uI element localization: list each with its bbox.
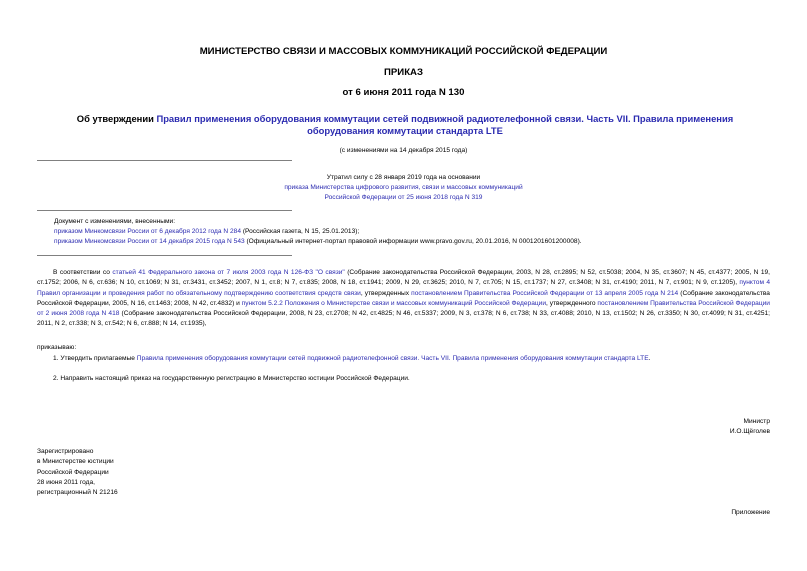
preamble-text: В соответствии со [53, 269, 113, 276]
divider [37, 210, 292, 211]
preamble-link-regulation[interactable]: пунктом 5.2.2 Положения о Министерстве связи и массовых коммуникаций Российской Федерации [241, 299, 547, 307]
preamble-link-resolution-214[interactable]: постановлением Правительства Российской Федерации от 13 апреля 2005 года N 214 [411, 289, 679, 297]
order-item-1-suffix: . [648, 355, 651, 362]
registration-line: Российской Федерации [37, 468, 109, 476]
date-number-heading: от 6 июня 2011 года N 130 [342, 87, 465, 98]
doc-type-heading: ПРИКАЗ [384, 67, 423, 78]
signature-role: Министр [743, 418, 770, 425]
preamble-paragraph [37, 268, 770, 330]
title-link[interactable]: Правил применения оборудования коммутации сетей подвижной радиотелефонной связи. Часть VII. Правила применения оборудования коммутации стандарта LTE [156, 113, 734, 136]
amendment-link-1[interactable]: приказом Минкомсвязи России от 6 декабря 2012 года N 284 [54, 228, 241, 236]
signature-block [730, 417, 770, 438]
amendment-text-2: (Официальный интернет-портал правовой информации www.pravo.gov.ru, 20.01.2016, N 0001201601200008). [244, 238, 582, 246]
registration-line: Зарегистрировано [37, 448, 94, 455]
preamble-text: (Собрание законодательства Российской Федерации, 2005, N 16, ст.1463; 2008, N 42, ст.4832) и [37, 289, 770, 307]
void-notice-line2[interactable]: приказа Министерства цифрового развития, связи и массовых коммуникаций [284, 184, 523, 191]
preamble-link-rules[interactable]: пунктом 4 Правил организации и проведения работ по обязательному подтверждению соответствия средств связи [37, 279, 771, 297]
void-notice-line3[interactable]: Российской Федерации от 25 июня 2018 года N 319 [324, 194, 483, 201]
amendment-item-2 [54, 237, 774, 247]
order-item-1-link[interactable]: Правила применения оборудования коммутации сетей подвижной радиотелефонной связи. Часть VII. Правила применения оборудования коммутации стандарта LTE [136, 355, 649, 362]
amendment-text-1: (Российская газета, N 15, 25.01.2013); [240, 228, 360, 236]
revision-note: (с изменениями на 14 декабря 2015 года) [339, 147, 468, 154]
preamble-text: (Собрание законодательства Российской Федерации, 2008, N 23, ст.2708; N 42, ст.4825; N 46, ст.5337; 2009, N 3, ст.378; N 6, ст.738; N 33, ст.4088; 2010, N 13, ст.1502; N 26, ст.3350; N 30, ст.4099; N 31, ст.4251; 2011, N 2, ст.338; N 3, ст.542; N 6, ст.888; N 14, ст.1935), [37, 310, 770, 328]
amendments-heading: Документ с изменениями, внесенными: [54, 218, 176, 225]
title-prefix: Об утверждении [76, 113, 157, 124]
preamble-link-law[interactable]: статьей 41 Федерального закона от 7 июля 2003 года N 126-ФЗ "О связи" [112, 269, 345, 276]
order-item-2: 2. Направить настоящий приказ на государственную регистрацию в Министерство юстиции Российской Федерации. [53, 375, 410, 382]
registration-block [37, 447, 118, 498]
void-notice-link[interactable] [0, 183, 807, 193]
appendix-label: Приложение [731, 509, 770, 516]
amendment-link-2[interactable]: приказом Минкомсвязи России от 14 декабря 2015 года N 543 [54, 238, 245, 246]
preamble-text: (Собрание законодательства Российской Федерации, 2003, N 28, ст.2895; N 52, ст.5038; 2004, N 35, ст.3607; N 45, ст.4377; 2005, N 19, ст.1752; 2006, N 6, ст.636; N 10, ст.1069; N 31, ст.3431, ст.3452; 2007, N 1, ст.8; N 7, ст.835; 2008, N 18, ст.1941; 2009, N 29, ст.3625; 2010, N 7, ст.705; N 15, ст.1737; N 27, ст.3408; N 31, ст.4190; 2011, N 7, ст.901; N 9, ст.1205), [37, 269, 771, 287]
divider [37, 255, 292, 256]
registration-line: в Министерстве юстиции [37, 458, 114, 466]
order-item-1-prefix: 1. Утвердить прилагаемые [53, 355, 137, 362]
ministry-heading: МИНИСТЕРСТВО СВЯЗИ И МАССОВЫХ КОММУНИКАЦИЙ РОССИЙСКОЙ ФЕДЕРАЦИИ [199, 46, 608, 57]
void-notice-link-cont[interactable] [0, 193, 807, 203]
divider [37, 160, 292, 161]
registration-line: регистрационный N 21216 [37, 489, 118, 497]
order-item-1 [53, 354, 770, 364]
signature-name: И.О.Щёголев [729, 428, 770, 436]
preamble-text: , утвержденного [546, 299, 598, 307]
document-title [60, 113, 750, 137]
registration-line: 28 июня 2011 года, [37, 478, 95, 486]
preamble-link-resolution-418[interactable]: постановлением Правительства Российской Федерации от 2 июня 2008 года N 418 [37, 299, 770, 318]
preamble-text: , утвержденных [360, 289, 412, 297]
order-word: приказываю: [37, 344, 77, 351]
void-notice-line1: Утратил силу с 28 января 2019 года на основании [326, 174, 481, 181]
amendment-item-1 [54, 227, 774, 237]
amendments-block [54, 217, 774, 248]
